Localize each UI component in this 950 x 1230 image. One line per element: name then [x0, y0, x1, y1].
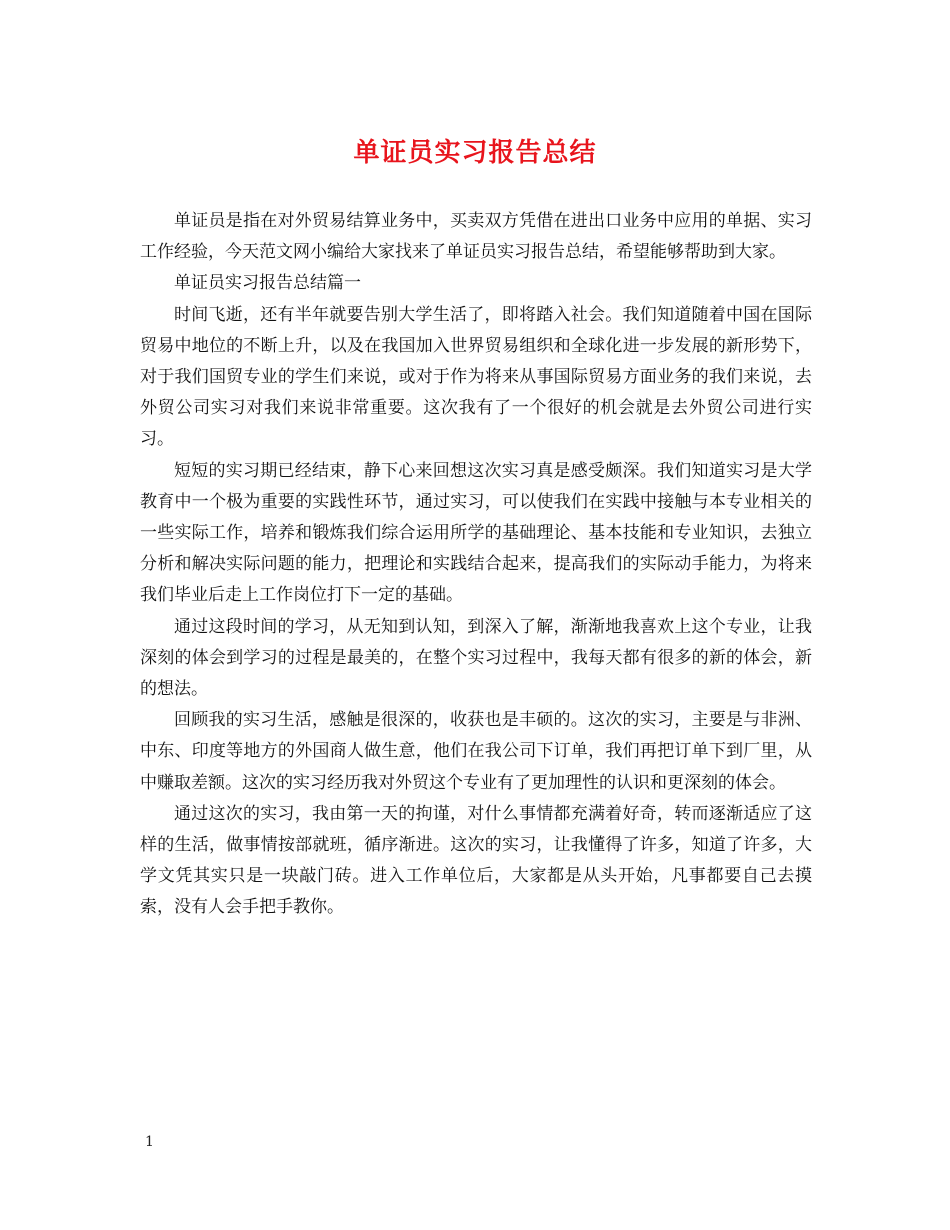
- body-paragraph: 短短的实习期已经结束，静下心来回想这次实习真是感受颇深。我们知道实习是大学教育中一个极为重要的实践性环节，通过实习，可以使我们在实践中接触与本专业相关的一些实际工作，培养和锻炼我们综合运用所学的基础理论、基本技能和专业知识，去独立分析和解决实际问题的能力，把理论和实践结合起来，提高我们的实际动手能力，为将来我们毕业后走上工作岗位打下一定的基础。: [140, 460, 812, 606]
- document-title: 单证员实习报告总结: [353, 138, 597, 168]
- body-paragraph: 时间飞逝，还有半年就要告别大学生活了，即将踏入社会。我们知道随着中国在国际贸易中地位的不断上升，以及在我国加入世界贸易组织和全球化进一步发展的新形势下，对于我们国贸专业的学生们来说，或对于作为将来从事国际贸易方面业务的我们来说，去外贸公司实习对我们来说非常重要。这次我有了一个很好的机会就是去外贸公司进行实习。: [140, 304, 812, 450]
- body-paragraph: 通过这次的实习，我由第一天的拘谨，对什么事情都充满着好奇，转而逐渐适应了这样的生活，做事情按部就班，循序渐进。这次的实习，让我懂得了许多，知道了许多，大学文凭其实只是一块敲门砖。进入工作单位后，大家都是从头开始，凡事都要自己去摸索，没有人会手把手教你。: [140, 803, 812, 918]
- document-body: [140, 206, 812, 924]
- body-paragraph: 回顾我的实习生活，感触是很深的，收获也是丰硕的。这次的实习，主要是与非洲、中东、印度等地方的外国商人做生意，他们在我公司下订单，我们再把订单下到厂里，从中赚取差额。这次的实习经历我对外贸这个专业有了更加理性的认识和更深刻的体会。: [140, 710, 812, 793]
- page-number: 1: [145, 1134, 154, 1150]
- section-heading: 单证员实习报告总结篇一: [174, 273, 361, 294]
- body-paragraph: 通过这段时间的学习，从无知到认知，到深入了解，渐渐地我喜欢上这个专业，让我深刻的体会到学习的过程是最美的，在整个实习过程中，我每天都有很多的新的体会，新的想法。: [140, 616, 812, 700]
- intro-paragraph: 单证员是指在对外贸易结算业务中，买卖双方凭借在进出口业务中应用的单据、实习工作经验，今天范文网小编给大家找来了单证员实习报告总结，希望能够帮助到大家。: [140, 211, 812, 263]
